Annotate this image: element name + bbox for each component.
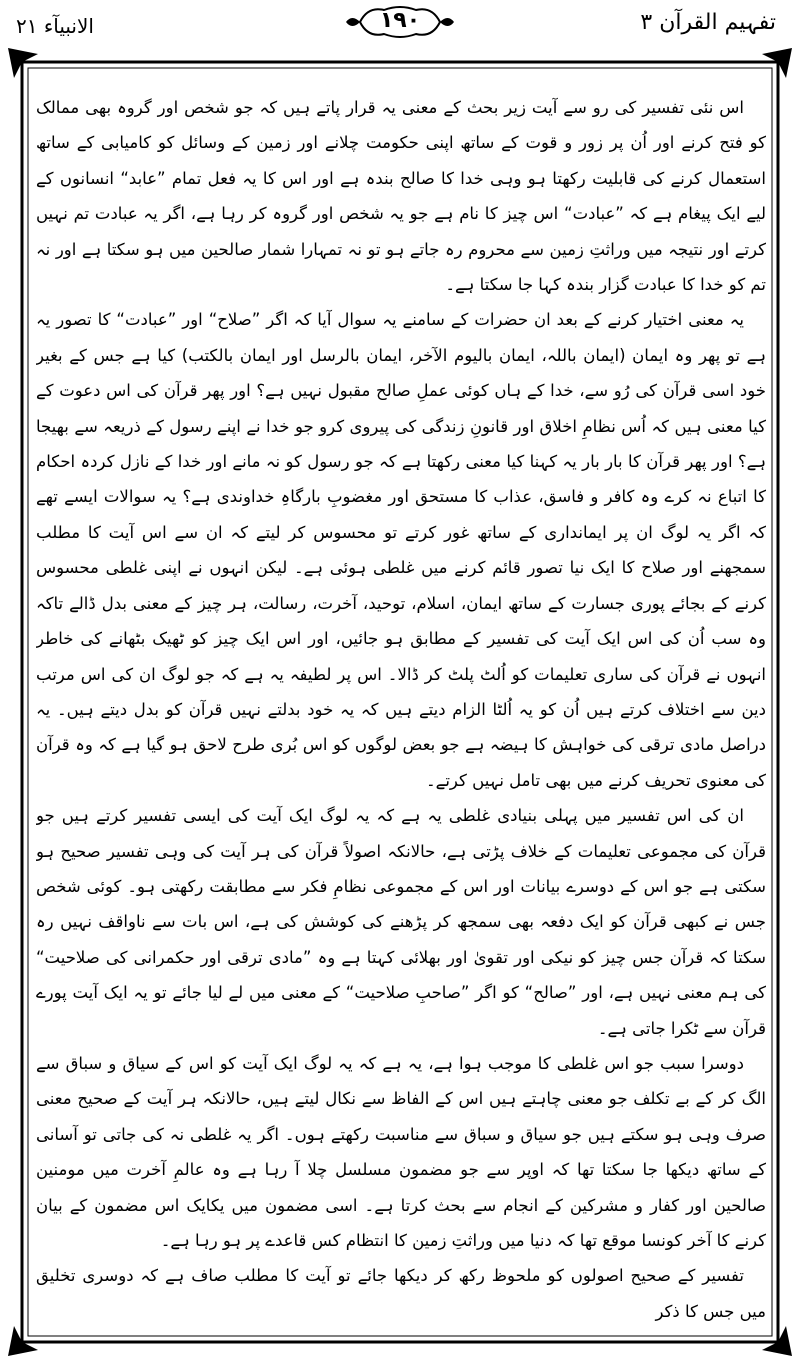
paragraph: ان کی اس تفسیر میں پہلی بنیادی غلطی یہ ہے کہ یہ لوگ ایک آیت کی ایسی تفسیر کرتے ہیں جو قرآن کی مجموعی تعلیمات کے خلاف پڑتی ہے، حالانکہ اصولاً قرآن کی ہر آیت کی وہی تفسیر صحیح ہو سکتی ہے جو اس کے دوسرے بیانات اور اس کے مجموعی نظامِ فکر سے مطابقت رکھتی ہو۔ کوئی شخص جس نے کبھی قرآن کو ایک دفعہ بھی سمجھ کر پڑھنے کی کوشش کی ہے، اس بات سے ناواقف نہیں رہ سکتا کہ قرآن جس چیز کو نیکی اور تقویٰ اور بھلائی کہتا ہے وہ ”مادی ترقی اور حکمرانی کی صلاحیت“ کی ہم معنی نہیں ہے، اور ”صالح“ کو اگر ”صاحبِ صلاحیت“ کے معنی میں لے لیا جائے تو یہ ایک آیت پورے قرآن سے ٹکرا جاتی ہے۔ — [36, 806, 766, 1038]
surah-label: الانبیآء ۲۱ — [16, 14, 94, 38]
paragraph: تفسیر کے صحیح اصولوں کو ملحوظ رکھ کر دیکھا جائے تو آیت کا مطلب صاف ہے کہ دوسری تخلیق میں جس کا ذکر — [36, 1266, 766, 1321]
page-number-badge — [340, 2, 460, 42]
paragraph: یہ معنی اختیار کرنے کے بعد ان حضرات کے سامنے یہ سوال آیا کہ اگر ”صلاح“ اور ”عبادت“ کا تصور یہ ہے تو پھر وہ ایمان (ایمان باللہ، ایمان بالیوم الآخر، ایمان بالرسل اور ایمان بالکتب) کیا ہے جس کے بغیر خود اسی قرآن کی رُو سے، خدا کے ہاں کوئی عملِ صالح مقبول نہیں ہے؟ اور پھر قرآن کی اس دعوت کے کیا معنی ہیں کہ اُس نظامِ اخلاق اور قانونِ زندگی کی پیروی کرو جو خدا نے اپنے رسول کے ذریعہ سے بھیجا ہے؟ اور پھر قرآن کا بار بار یہ کہنا کیا معنی رکھتا ہے کہ جو رسول کو نہ مانے اور خدا کے نازل کردہ احکام کا اتباع نہ کرے وہ کافر و فاسق، عذاب کا مستحق اور مغضوبِ بارگاہِ خداوندی ہے؟ یہ سوالات ایسے تھے کہ اگر یہ لوگ ان پر ایمانداری کے ساتھ غور کرتے تو محسوس کر لیتے کہ ان سے اس آیت کا مطلب سمجھنے اور صلاح کا ایک نیا تصور قائم کرنے میں غلطی ہوئی ہے۔ لیکن انہوں نے اپنی غلطی محسوس کرنے کے بجائے پوری جسارت کے ساتھ ایمان، اسلام، توحید، آخرت، رسالت، ہر چیز کے معنی بدل ڈالے تاکہ وہ سب اُن کی اس ایک آیت کی تفسیر کے مطابق ہو جائیں، اور اس ایک چیز کو ٹھیک بٹھانے کی خاطر انہوں نے قرآن کی ساری تعلیمات کو اُلٹ پلٹ کر ڈالا۔ اس پر لطیفہ یہ ہے کہ جو لوگ ان کی اس مرتب دین سے اختلاف کرتے ہیں اُن کو یہ اُلٹا الزام دیتے ہیں کہ یہ خود بدلتے نہیں قرآن کو بدل دیتے ہیں۔ یہ دراصل مادی ترقی کی خواہش کا ہیضہ ہے جو بعض لوگوں کو اس بُری طرح لاحق ہو گیا ہے کہ وہ قرآن کی معنوی تحریف کرنے میں بھی تامل نہیں کرتے۔ — [36, 310, 766, 790]
book-title: تفہیم القرآن ۳ — [640, 10, 776, 35]
page-number: ۱۹۰ — [379, 8, 421, 33]
page-header — [0, 0, 800, 50]
article-body — [36, 90, 766, 1345]
paragraph: دوسرا سبب جو اس غلطی کا موجب ہوا ہے، یہ ہے کہ یہ لوگ ایک آیت کو اس کے سیاق و سباق سے الگ کر کے بے تکلف جو معنی چاہتے ہیں اس کے الفاظ سے نکال لیتے ہیں، حالانکہ ہر آیت کے صحیح معنی صرف وہی ہو سکتے ہیں جو سیاق و سباق سے مناسبت رکھتے ہوں۔ اگر یہ غلطی نہ کی جاتی تو آسانی کے ساتھ دیکھا جا سکتا تھا کہ اوپر سے جو مضمون مسلسل چلا آ رہا ہے وہ عالمِ آخرت میں مومنین صالحین اور کفار و مشرکین کے انجام سے بحث کرتا ہے۔ اسی مضمون میں یکایک اس مضمون کے بیان کرنے کا آخر کونسا موقع تھا کہ دنیا میں وراثتِ زمین کا انتظام کس قاعدے پر ہو رہا ہے۔ — [36, 1053, 766, 1250]
paragraph: اس نئی تفسیر کی رو سے آیت زیر بحث کے معنی یہ قرار پاتے ہیں کہ جو شخص اور گروہ بھی ممالک کو فتح کرنے اور اُن پر زور و قوت کے ساتھ اپنی حکومت چلانے اور زمین کے وسائل کو کامیابی کے ساتھ استعمال کرنے کی قابلیت رکھتا ہو وہی خدا کا صالح بندہ ہے اور اس کا یہ فعل تمام ”عابد“ انسانوں کے لیے ایک پیغام ہے کہ ”عبادت“ اس چیز کا نام ہے جو یہ شخص اور گروہ کر رہا ہے، اگر یہ عبادت تم نہیں کرتے اور نتیجہ میں وراثتِ زمین سے محروم رہ جاتے ہو تو نہ تمہارا شمار صالحین میں ہو سکتا ہے اور نہ تم کو خدا کا عبادت گزار بندہ کہا جا سکتا ہے۔ — [36, 98, 766, 295]
